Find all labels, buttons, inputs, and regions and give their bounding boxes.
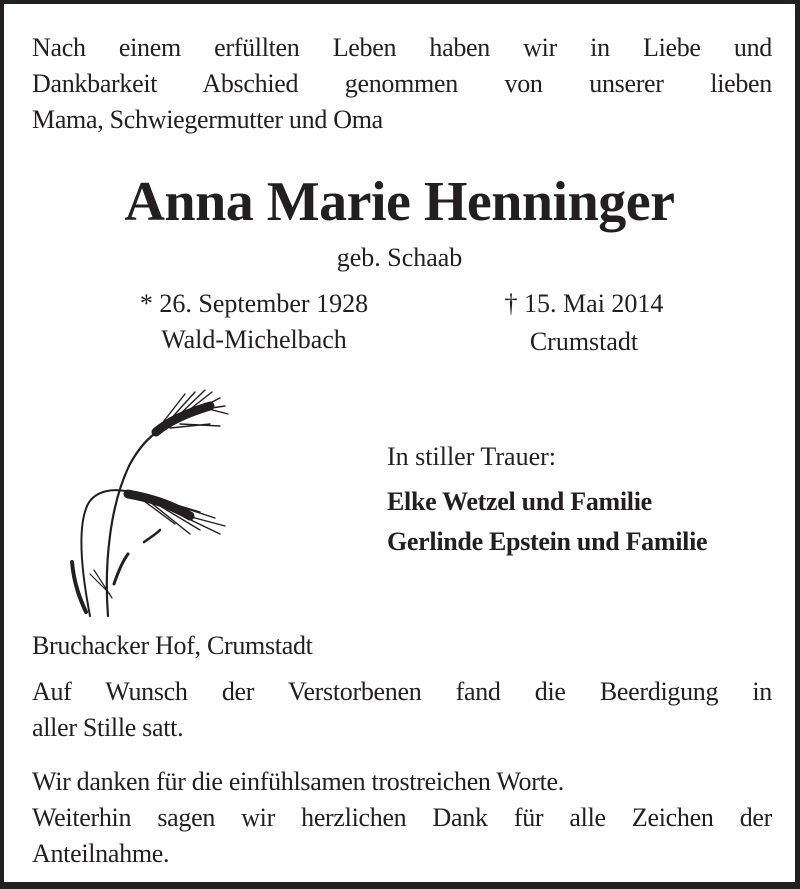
deceased-name: Anna Marie Henninger	[124, 171, 675, 233]
wheat-ears-icon	[60, 384, 240, 624]
birth-place: Wald-Michelbach	[161, 325, 347, 354]
intro-line-2: Dankbarkeit Abschied genommen von unserer lieben	[32, 69, 772, 98]
obituary-notice	[4, 4, 795, 882]
intro-line-1: Nach einem erfüllten Leben haben wir in Liebe und	[32, 33, 772, 62]
mourner-1: Elke Wetzel und Familie	[387, 487, 652, 516]
thanks-line-3: Anteilnahme.	[32, 839, 170, 868]
thanks-line-1: Wir danken für die einfühlsamen trostreichen Worte.	[32, 767, 564, 796]
birth-date: * 26. September 1928	[139, 289, 369, 318]
thanks-line-2: Weiterhin sagen wir herzlichen Dank für alle Zeichen der	[32, 803, 772, 832]
address: Bruchacker Hof, Crumstadt	[32, 631, 313, 660]
funeral-note-line-1: Auf Wunsch der Verstorbenen fand die Beerdigung in	[32, 677, 772, 706]
intro-line-3: Mama, Schwiegermutter und Oma	[32, 105, 383, 134]
funeral-note-line-2: aller Stille satt.	[32, 713, 184, 742]
death-place: Crumstadt	[529, 327, 639, 356]
mourners-label: In stiller Trauer:	[387, 442, 556, 471]
death-date: † 15. Mai 2014	[504, 289, 664, 318]
mourner-2: Gerlinde Epstein und Familie	[387, 527, 708, 556]
maiden-name: geb. Schaab	[336, 243, 463, 272]
